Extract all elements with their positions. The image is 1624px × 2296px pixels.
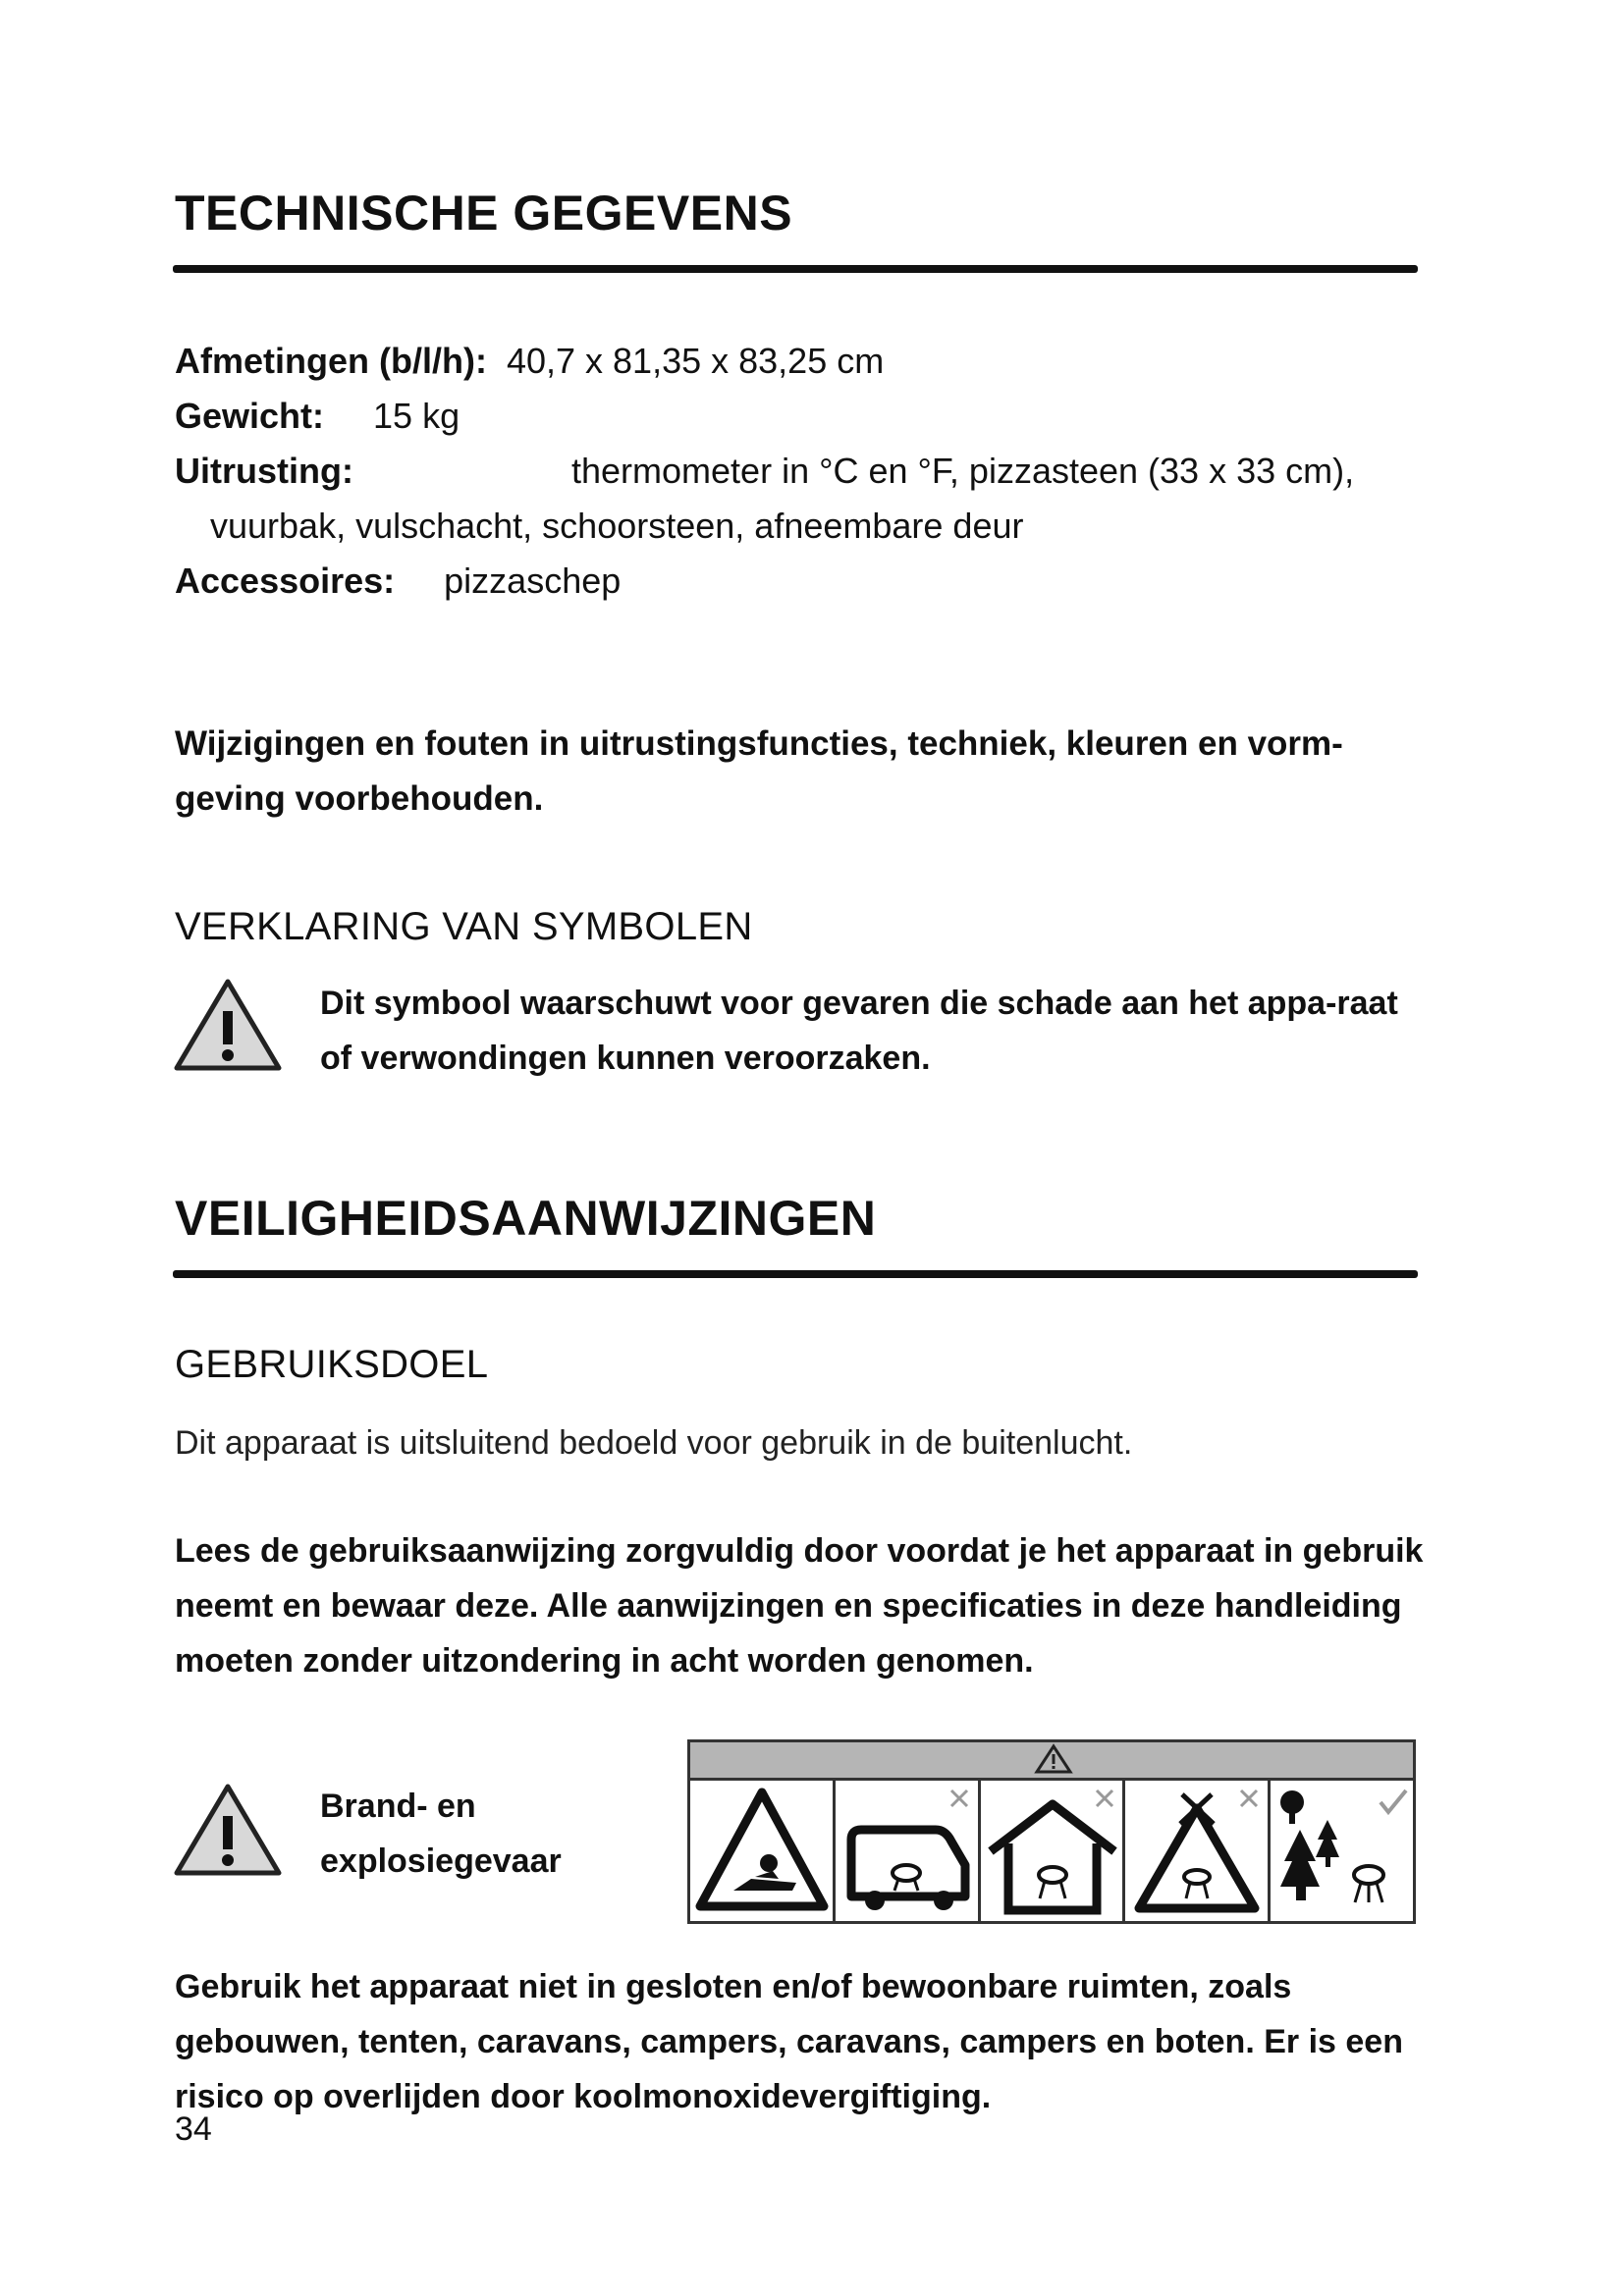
fire-warning-line: Brand- en — [320, 1788, 476, 1825]
section-rule — [173, 265, 1418, 277]
fire-warning-line: explosiegevaar — [320, 1842, 562, 1880]
spec-label: Afmetingen (b/l/h): — [175, 341, 487, 381]
person-lying-icon — [690, 1781, 834, 1924]
spec-value: pizzaschep — [444, 561, 622, 601]
pictogram-no-tent — [1125, 1781, 1271, 1924]
pictogram-header-bar — [690, 1742, 1413, 1781]
warning-symbol-text: Dit symbool waarschuwt voor gevaren die schade aan het appa-raat of verwondingen kunnen veroorzaken. — [320, 985, 1398, 1077]
van-grill-icon — [836, 1781, 979, 1924]
spec-value: thermometer in °C en °F, pizzasteen (33 x 33 cm), — [571, 451, 1355, 491]
spec-row-weight — [175, 395, 460, 438]
tent-grill-icon — [1125, 1781, 1269, 1924]
section-rule — [173, 1270, 1418, 1282]
warning-icon — [1034, 1743, 1073, 1775]
spec-value: 40,7 x 81,35 x 83,25 cm — [506, 341, 885, 381]
warning-icon — [173, 1781, 283, 1879]
pictogram-outdoor-ok — [1271, 1781, 1413, 1924]
spec-value-continuation: vuurbak, vulschacht, schoorsteen, afneembare deur — [210, 506, 1024, 546]
warning-icon — [173, 976, 283, 1074]
disclaimer-text: Wijzigingen en fouten in uitrustingsfuncties, techniek, kleuren en vorm-geving voorbehouden. — [175, 724, 1343, 818]
spec-row-accessories — [175, 560, 621, 603]
section-title-technical: TECHNISCHE GEGEVENS — [175, 186, 793, 240]
symbols-title: VERKLARING VAN SYMBOLEN — [175, 905, 753, 948]
read-instructions-text: Lees de gebruiksaanwijzing zorgvuldig door voordat je het apparaat in gebruik neemt en bewaar deze. Alle aanwijzingen en specificaties in deze handleiding moeten zonder uitzondering in acht worden genomen. — [175, 1532, 1424, 1680]
pictogram-no-indoor — [981, 1781, 1126, 1924]
closed-spaces-warning: Gebruik het apparaat niet in gesloten en/of bewoonbare ruimten, zoals gebouwen, tenten, caravans, campers, caravans, campers en boten. Er is een risico op overlijden door koolmonoxidevergiftiging. — [175, 1968, 1403, 2115]
purpose-text: Dit apparaat is uitsluitend bedoeld voor gebruik in de buitenlucht. — [175, 1424, 1133, 1462]
spec-row-equipment — [175, 450, 353, 493]
fire-warning-label — [320, 1779, 562, 1889]
pictogram-co-poisoning — [690, 1781, 836, 1924]
spec-label: Uitrusting: — [175, 451, 353, 491]
pictogram-no-vehicle — [836, 1781, 981, 1924]
spec-label: Gewicht: — [175, 396, 325, 436]
section-title-safety: VEILIGHEIDSAANWIJZINGEN — [175, 1191, 877, 1246]
spec-row-dimensions — [175, 340, 884, 383]
page-number: 34 — [175, 2110, 212, 2148]
purpose-title: GEBRUIKSDOEL — [175, 1343, 489, 1386]
spec-value: 15 kg — [373, 396, 460, 436]
house-grill-icon — [981, 1781, 1124, 1924]
outdoor-trees-icon — [1271, 1781, 1414, 1924]
spec-label: Accessoires: — [175, 561, 396, 601]
usage-pictogram-strip — [687, 1739, 1416, 1924]
